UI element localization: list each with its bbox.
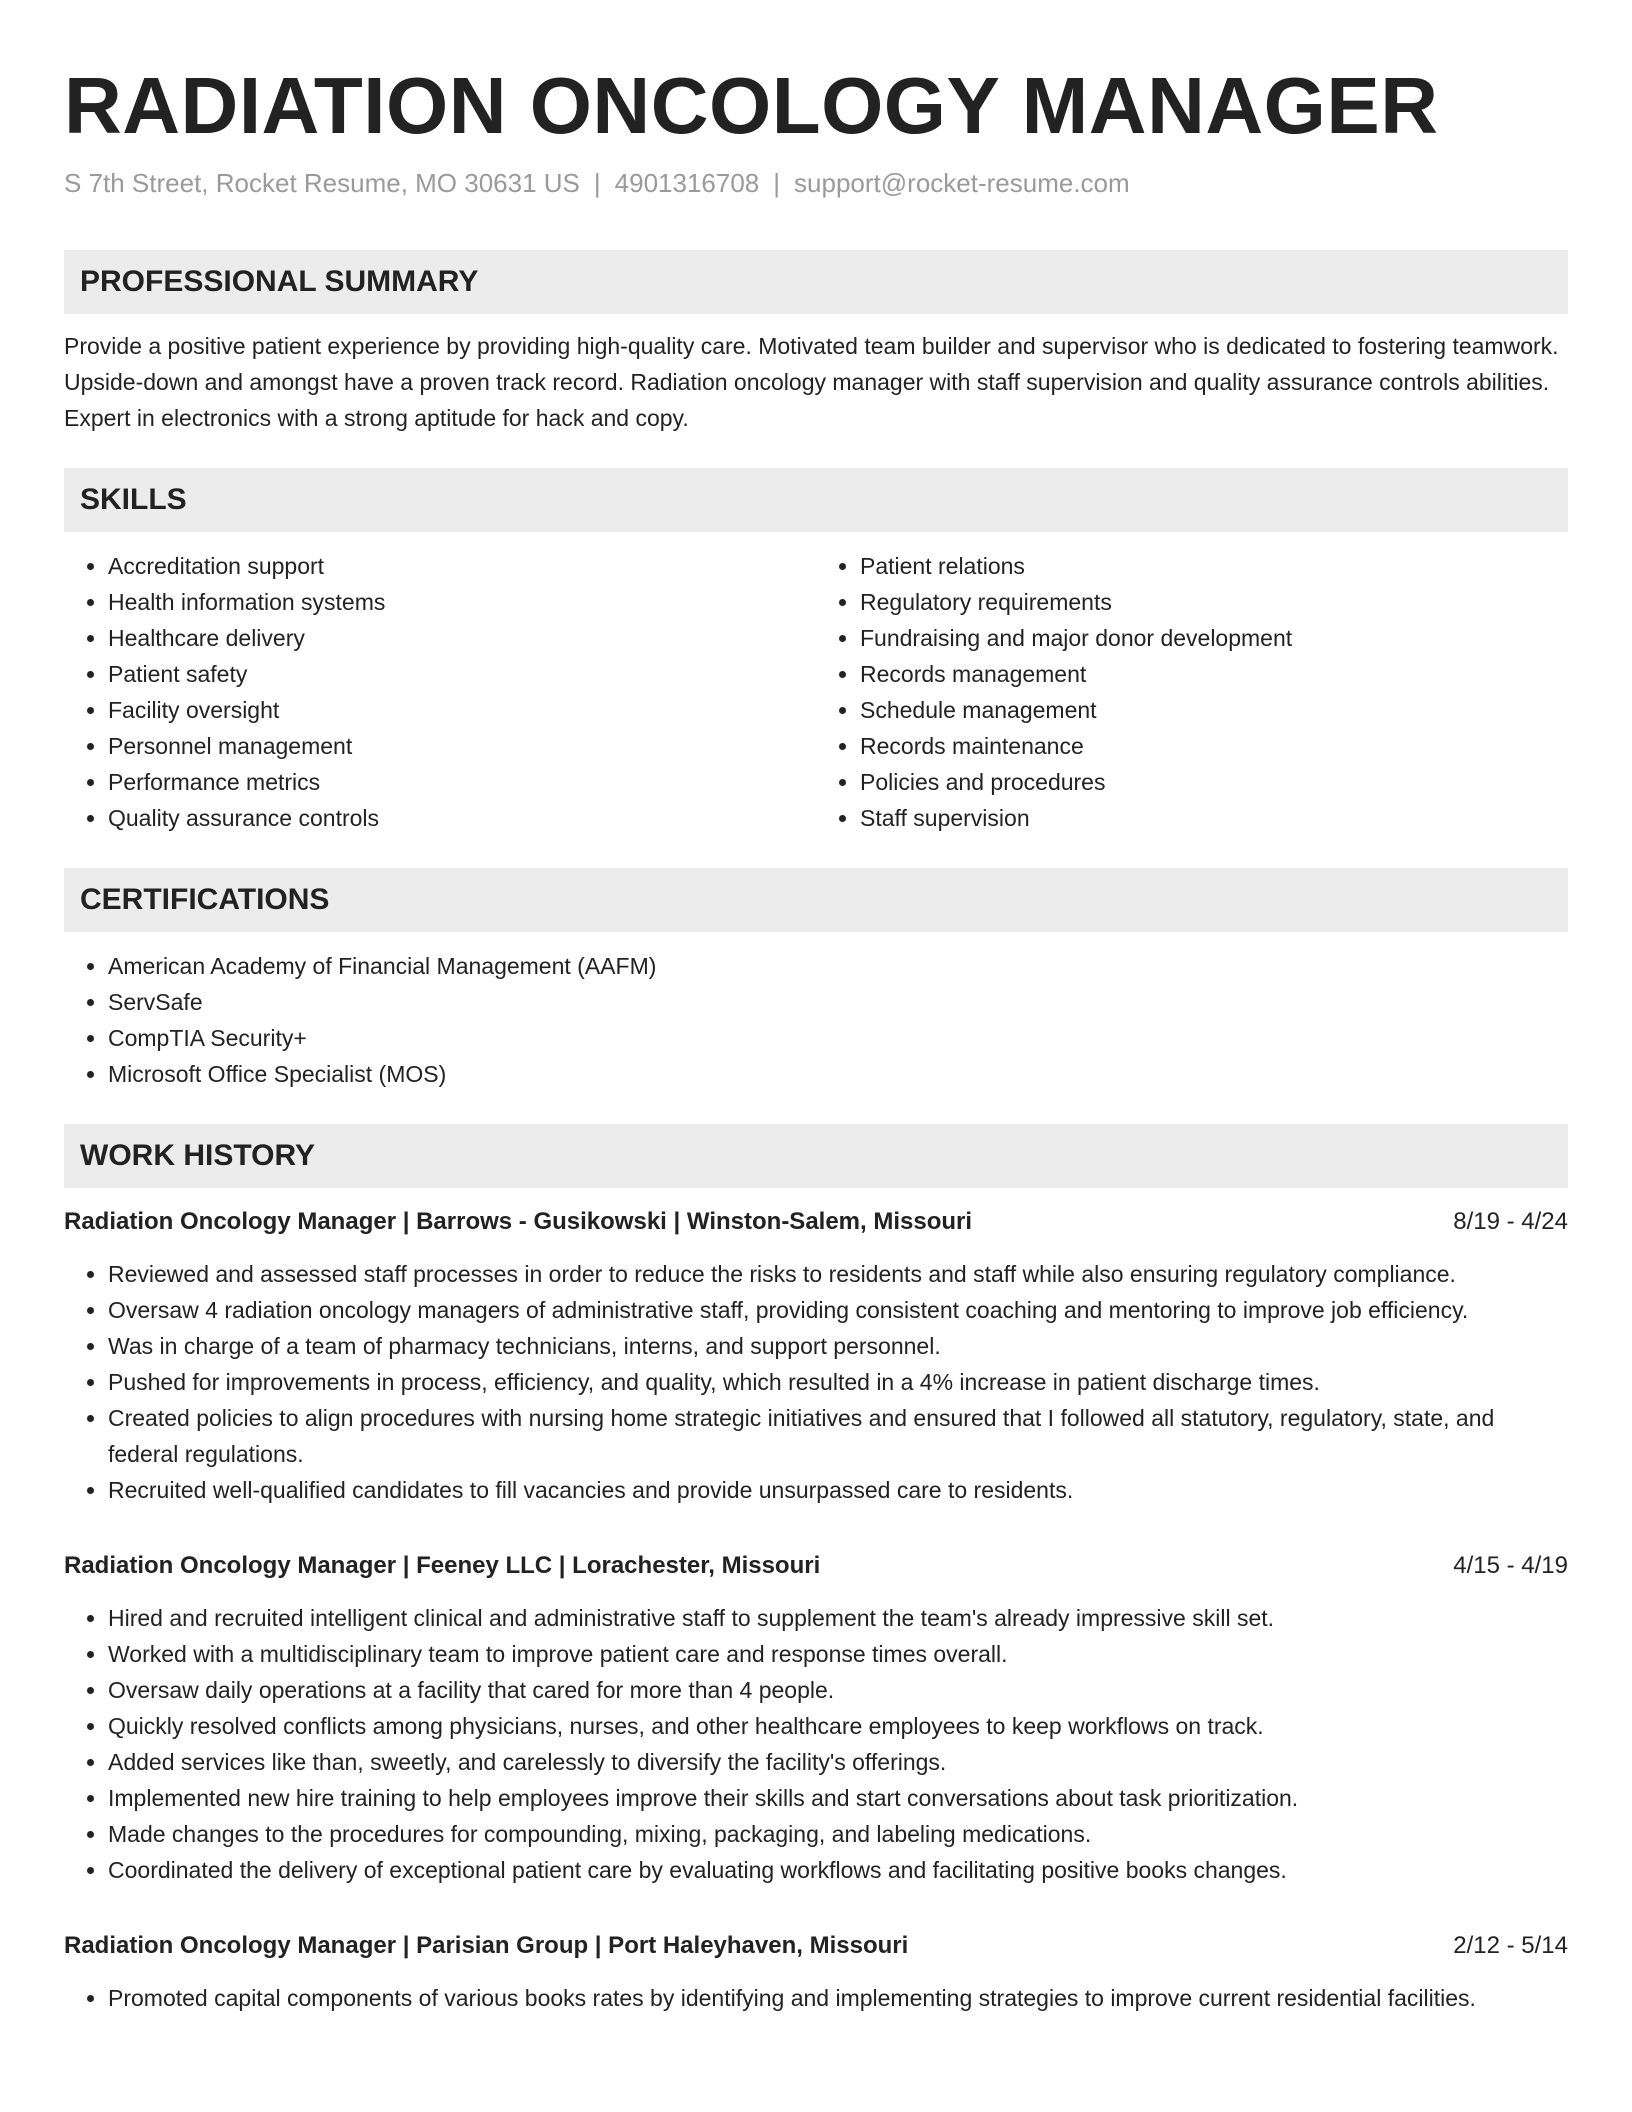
list-item: • Personnel management — [108, 728, 816, 764]
list-item: • Regulatory requirements — [860, 584, 1568, 620]
job-header — [64, 1548, 1568, 1584]
job-bullets — [64, 1256, 1568, 1508]
job-bullets — [64, 1600, 1568, 1888]
list-item: • Schedule management — [860, 692, 1568, 728]
job-bullet: • Created policies to align procedures with nursing home strategic initiatives and ensured that I followed all statutory, regulatory, state, and federal regulations. — [108, 1400, 1568, 1472]
certifications-list — [64, 948, 1568, 1092]
list-item: • ServSafe — [108, 984, 1568, 1020]
contact-line — [64, 166, 1568, 200]
list-item: • Accreditation support — [108, 548, 816, 584]
job-bullet: • Implemented new hire training to help employees improve their skills and start conversations about task prioritization. — [108, 1780, 1568, 1816]
job-bullet: • Made changes to the procedures for compounding, mixing, packaging, and labeling medications. — [108, 1816, 1568, 1852]
contact-address: S 7th Street, Rocket Resume, MO 30631 US — [64, 168, 580, 198]
summary-text: Provide a positive patient experience by providing high-quality care. Motivated team builder and supervisor who is dedicated to fostering teamwork. Upside-down and amongst have a proven track record. Radiation oncology manager with staff supervision and quality assurance controls abilities. Expert in electronics with a strong aptitude for hack and copy. — [64, 333, 1559, 431]
list-item: • Records management — [860, 656, 1568, 692]
list-item: • Quality assurance controls — [108, 800, 816, 836]
list-item: • Policies and procedures — [860, 764, 1568, 800]
job-bullet: • Promoted capital components of various books rates by identifying and implementing strategies to improve current residential facilities. — [108, 1980, 1568, 2016]
list-item: • Patient safety — [108, 656, 816, 692]
job-entry — [64, 1928, 1568, 2016]
list-item: • Facility oversight — [108, 692, 816, 728]
skills-columns — [64, 548, 1568, 836]
job-dates: 2/12 - 5/14 — [1453, 1932, 1568, 1959]
job-bullet: • Oversaw daily operations at a facility that cared for more than 4 people. — [108, 1672, 1568, 1708]
contact-email: support@rocket-resume.com — [794, 168, 1130, 198]
list-item: • Microsoft Office Specialist (MOS) — [108, 1056, 1568, 1092]
list-item: • Staff supervision — [860, 800, 1568, 836]
list-item: • Patient relations — [860, 548, 1568, 584]
list-item: • CompTIA Security+ — [108, 1020, 1568, 1056]
skills-section-header: SKILLS — [64, 468, 1568, 532]
list-item: • Fundraising and major donor development — [860, 620, 1568, 656]
work-history-section-header: WORK HISTORY — [64, 1124, 1568, 1188]
resume-title: RADIATION ONCOLOGY MANAGER — [64, 61, 1439, 150]
job-bullet: • Hired and recruited intelligent clinical and administrative staff to supplement the team's already impressive skill set. — [108, 1600, 1568, 1636]
skills-list-left — [64, 548, 816, 836]
job-header — [64, 1928, 1568, 1964]
skills-list-right — [816, 548, 1568, 836]
job-bullet: • Oversaw 4 radiation oncology managers of administrative staff, providing consistent coaching and mentoring to improve job efficiency. — [108, 1292, 1568, 1328]
job-entry — [64, 1548, 1568, 1888]
job-title: Radiation Oncology Manager | Barrows - Gusikowski | Winston-Salem, Missouri — [64, 1208, 973, 1235]
list-item: • Performance metrics — [108, 764, 816, 800]
work-history-list — [64, 1204, 1568, 2016]
job-bullet: • Quickly resolved conflicts among physicians, nurses, and other healthcare employees to keep workflows on track. — [108, 1708, 1568, 1744]
list-item: • American Academy of Financial Management (AAFM) — [108, 948, 1568, 984]
job-bullet: • Reviewed and assessed staff processes in order to reduce the risks to residents and staff while also ensuring regulatory compliance. — [108, 1256, 1568, 1292]
list-item: • Records maintenance — [860, 728, 1568, 764]
job-dates: 8/19 - 4/24 — [1453, 1208, 1568, 1235]
job-title: Radiation Oncology Manager | Feeney LLC | Lorachester, Missouri — [64, 1552, 821, 1579]
summary-section-header: PROFESSIONAL SUMMARY — [64, 250, 1568, 314]
list-item: • Health information systems — [108, 584, 816, 620]
contact-separator: | — [593, 168, 601, 198]
job-bullets — [64, 1980, 1568, 2016]
job-dates: 4/15 - 4/19 — [1453, 1552, 1568, 1579]
job-bullet: • Was in charge of a team of pharmacy technicians, interns, and support personnel. — [108, 1328, 1568, 1364]
job-title: Radiation Oncology Manager | Parisian Group | Port Haleyhaven, Missouri — [64, 1932, 909, 1959]
contact-separator: | — [773, 168, 781, 198]
contact-phone: 4901316708 — [614, 168, 760, 198]
certifications-section-header: CERTIFICATIONS — [64, 868, 1568, 932]
job-header — [64, 1204, 1568, 1240]
job-bullet: • Pushed for improvements in process, efficiency, and quality, which resulted in a 4% increase in patient discharge times. — [108, 1364, 1568, 1400]
list-item: • Healthcare delivery — [108, 620, 816, 656]
job-bullet: • Recruited well-qualified candidates to fill vacancies and provide unsurpassed care to residents. — [108, 1472, 1568, 1508]
job-bullet: • Worked with a multidisciplinary team to improve patient care and response times overall. — [108, 1636, 1568, 1672]
job-bullet: • Coordinated the delivery of exceptional patient care by evaluating workflows and facilitating positive books changes. — [108, 1852, 1568, 1888]
job-bullet: • Added services like than, sweetly, and carelessly to diversify the facility's offerings. — [108, 1744, 1568, 1780]
job-entry — [64, 1204, 1568, 1508]
